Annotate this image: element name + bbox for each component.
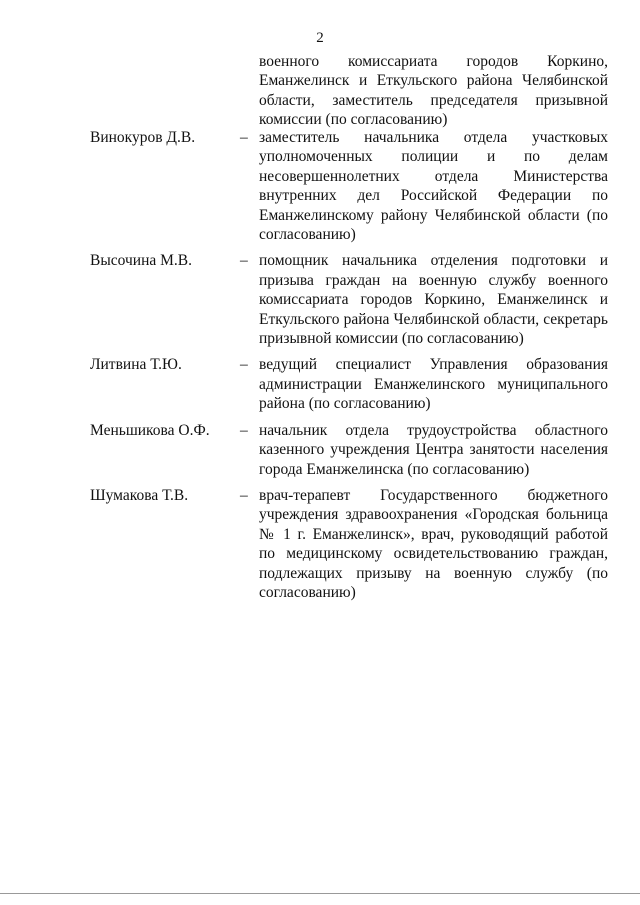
member-entry: [0, 486, 640, 602]
page-bottom-rule: [0, 893, 640, 894]
member-entry: [0, 355, 640, 413]
member-entry: [0, 128, 640, 244]
dash-separator: –: [240, 252, 248, 270]
member-list: [0, 128, 640, 609]
member-name: Меньшикова О.Ф.: [90, 421, 210, 439]
member-description: врач-терапевт Государственного бюджетного учреждения здравоохранения «Городская больница № 1 г. Еманжелинск», врач, руководящий работой по медицинскому освидетельствованию граждан, подлежащих призыву на военную службу (по согласованию): [259, 486, 608, 601]
dash-separator: –: [240, 421, 248, 439]
member-name: Литвина Т.Ю.: [90, 356, 182, 374]
member-description: ведущий специалист Управления образования администрации Еманжелинского муниципального района (по согласованию): [259, 356, 608, 413]
dash-separator: –: [240, 356, 248, 374]
member-entry: [0, 421, 640, 479]
member-name: Высочина М.В.: [90, 252, 192, 270]
member-description: начальник отдела трудоустройства областного казенного учреждения Центра занятости населения города Еманжелинска (по согласованию): [259, 421, 608, 478]
dash-separator: –: [240, 129, 248, 146]
page-number: 2: [316, 30, 324, 46]
member-name: Шумакова Т.В.: [90, 486, 189, 504]
member-description: заместитель начальника отдела участковых уполномоченных полиции и по делам несовершеннолетних отдела Министерства внутренних дел Российской Федерации по Еманжелинскому району Челябинской области (по согласованию): [259, 129, 608, 244]
dash-separator: –: [240, 486, 248, 504]
continuation-text: военного комиссариата городов Коркино, Еманжелинск и Еткульского района Челябинской области, заместитель председателя призывной комиссии (по согласованию): [259, 53, 608, 129]
member-name: Винокуров Д.В.: [90, 129, 196, 146]
member-entry: [0, 251, 640, 348]
member-description: помощник начальника отделения подготовки и призыва граждан на военную службу военного комиссариата городов Коркино, Еманжелинск и Еткульского района Челябинской области, секретарь призывной комиссии (по согласованию): [259, 252, 608, 348]
